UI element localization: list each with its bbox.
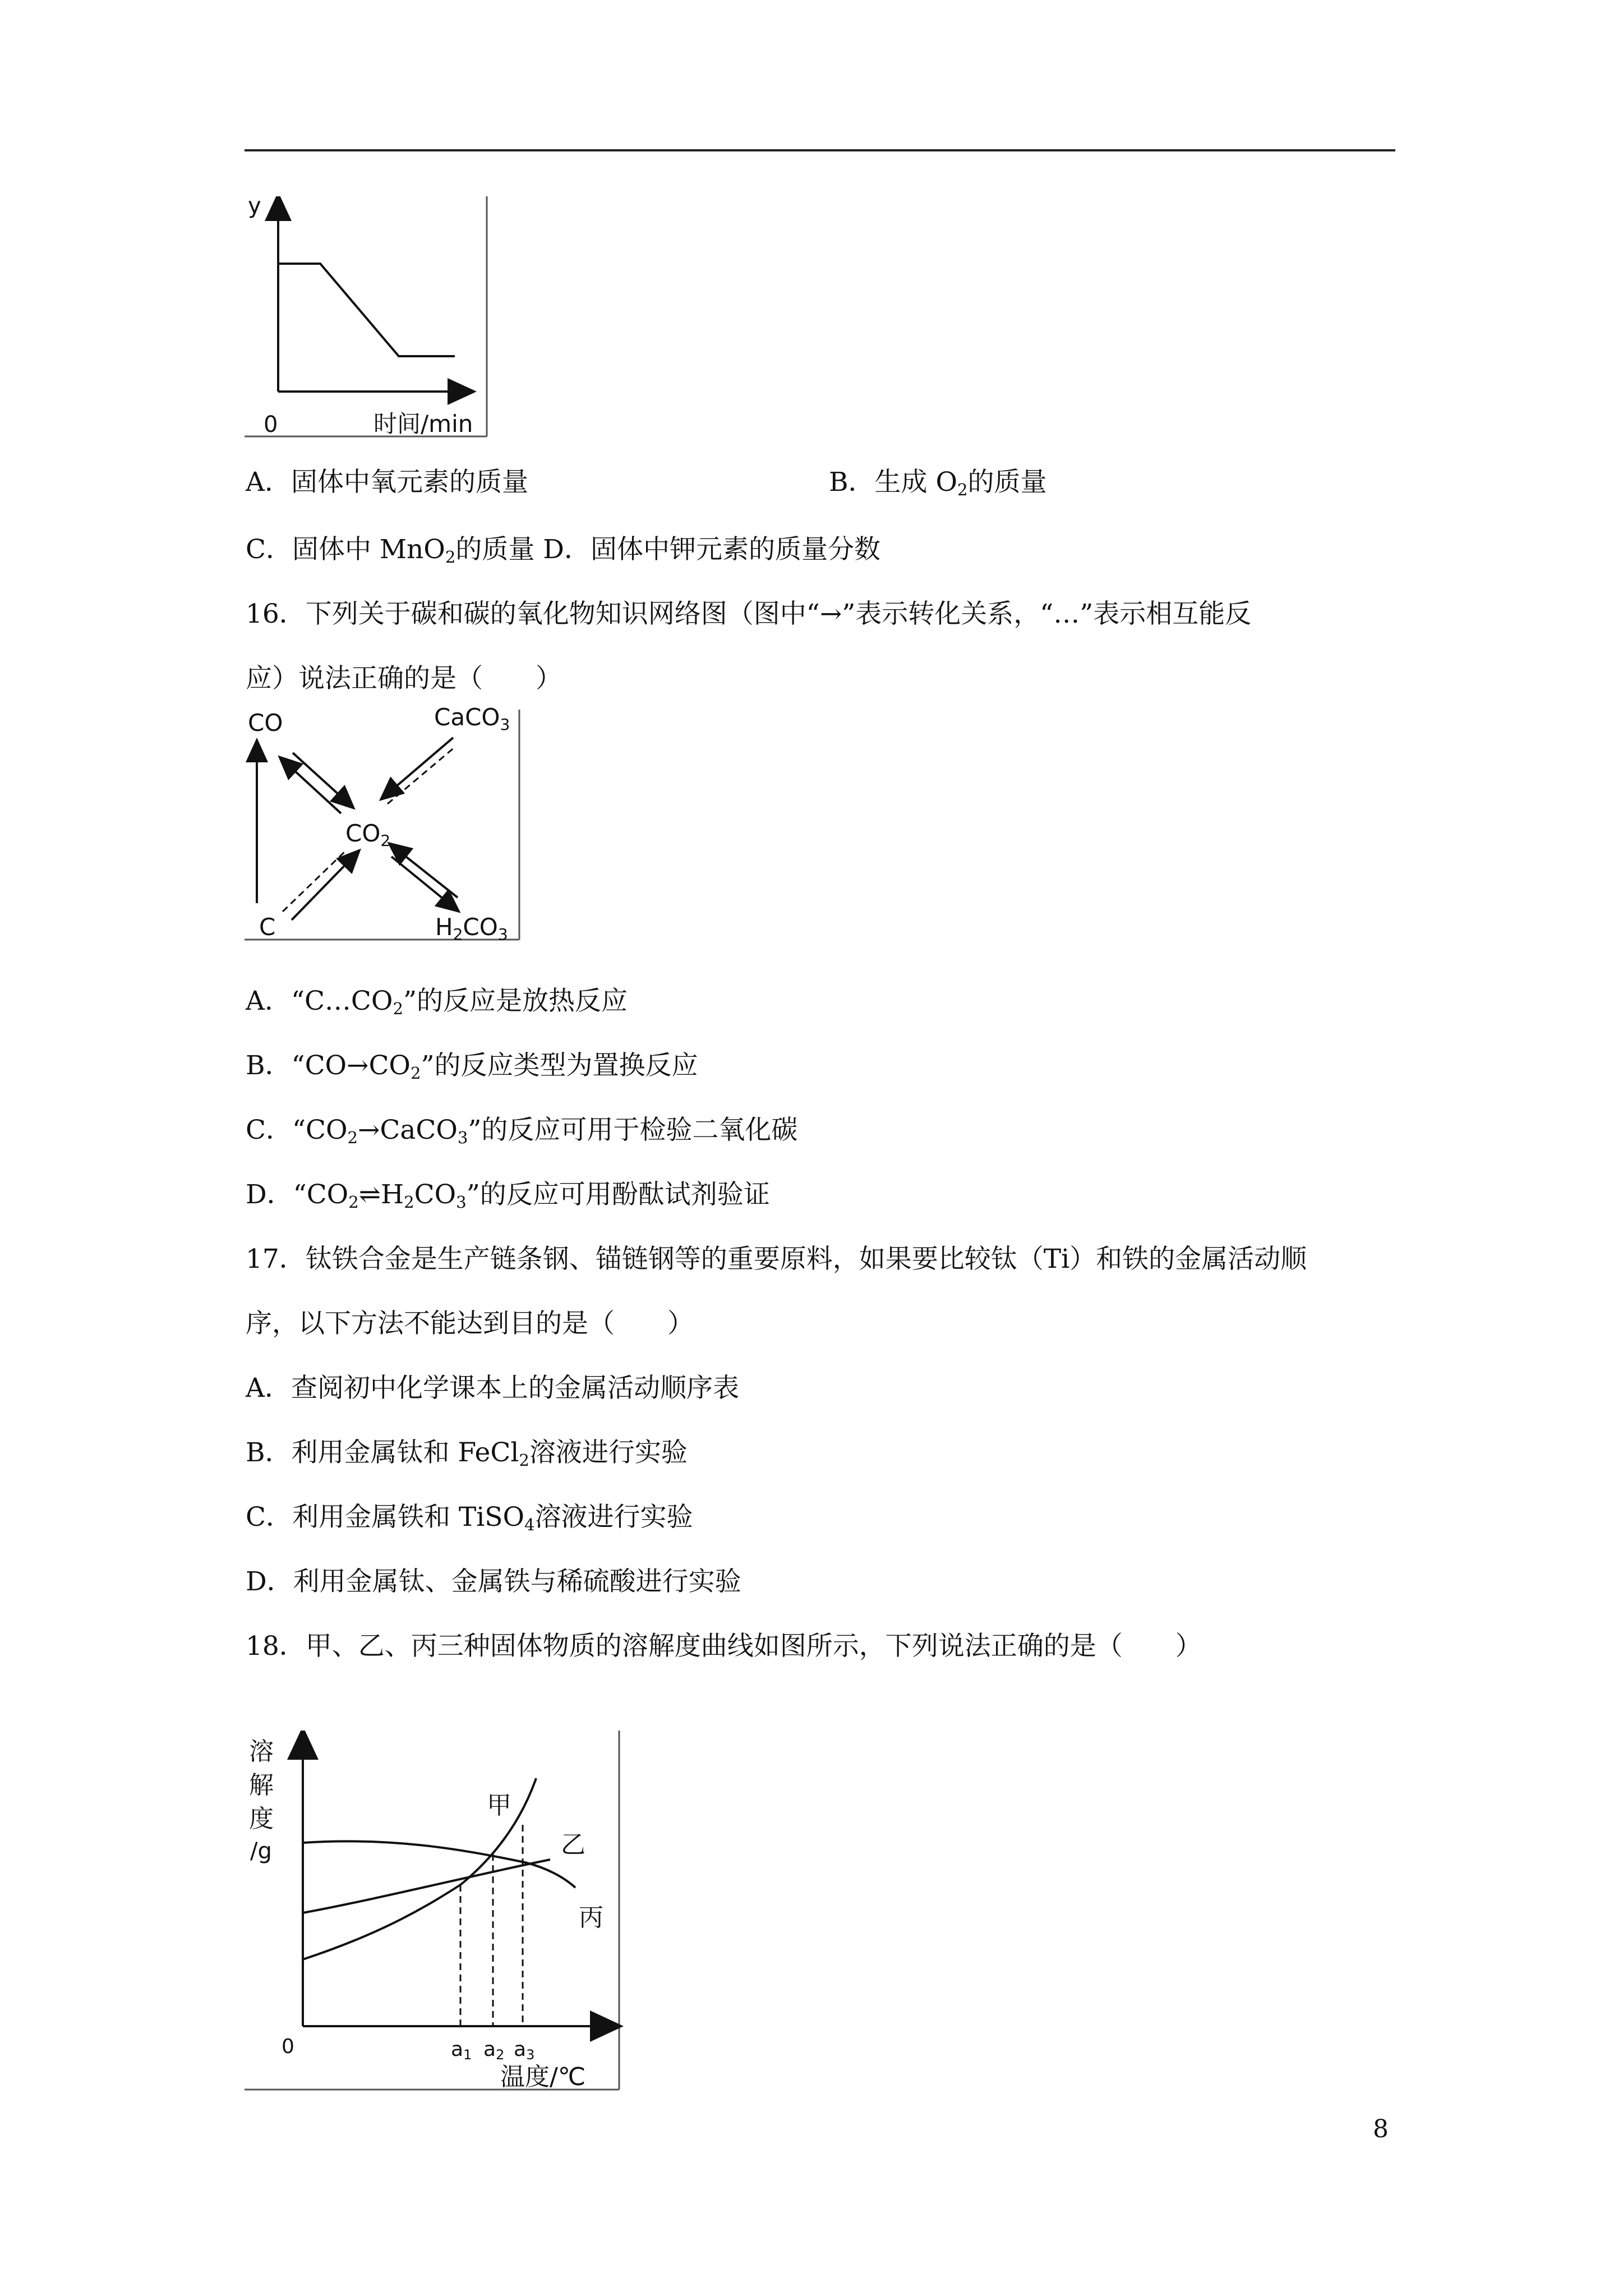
q16-option-a: A．“$C\dots CO_2$”的反应是放热反应 [246, 986, 628, 1019]
q17-option-b: B．利用金属钛和 FeCl$_2$溶液进行实验 [246, 1437, 688, 1470]
curve-bing-label: 丙 [579, 1903, 603, 1932]
q15-option-cd: C．固体中 MnO$_2$的质量 D．固体中钾元素的质量分数 [246, 534, 880, 567]
y-axis-label: y [248, 196, 261, 219]
curve-jia-label: 甲 [487, 1791, 511, 1820]
label-caco3: CaCO3 [434, 704, 510, 734]
label-co: CO [248, 709, 283, 737]
q17-stem-line1: 17．钛铁合金是生产链条钢、锚链钢等的重要原料，如果要比较钛（Ti）和铁的金属活动顺 [246, 1244, 1307, 1274]
q16-option-c: C．“$CO_2\to CaCO_3$”的反应可用于检验二氧化碳 [246, 1115, 798, 1148]
x-axis-label: 温度/℃ [500, 2063, 586, 2091]
q16-stem-line1: 16．下列关于碳和碳的氧化物知识网络图（图中“→”表示转化关系，“…”表示相互能反 [246, 599, 1252, 629]
figure-mass-vs-time [245, 196, 491, 445]
tick-a2: a2 [483, 2038, 505, 2063]
q15-option-b: B．生成 $O_2$的质量 [829, 467, 1047, 500]
figure-carbon-network [245, 704, 525, 953]
y-label-char4: /g [250, 1838, 272, 1864]
curve-yi-label: 乙 [561, 1830, 585, 1859]
y-label-char3: 度 [249, 1805, 274, 1833]
origin-label: 0 [282, 2035, 294, 2058]
q16-option-d: D．“$CO_2\rightleftharpoons H_2CO_3$”的反应可用酚酞试剂验证 [246, 1179, 770, 1212]
figure-solubility-curves [245, 1731, 626, 2097]
q17-option-d: D．利用金属钛、金属铁与稀硫酸进行实验 [246, 1566, 741, 1597]
origin-label: 0 [264, 412, 278, 438]
tick-a3: a3 [514, 2038, 535, 2063]
y-label-char2: 解 [249, 1771, 274, 1800]
q17-option-c: C．利用金属铁和 TiSO$_4$溶液进行实验 [246, 1502, 693, 1535]
q17-option-a: A．查阅初中化学课本上的金属活动顺序表 [246, 1373, 739, 1404]
label-co2: CO2 [345, 820, 391, 850]
label-c: C [259, 913, 276, 941]
page-number: 8 [1373, 2115, 1389, 2143]
q15-option-a: A．固体中氧元素的质量 [246, 467, 528, 498]
label-h2co3: H2CO3 [435, 913, 508, 944]
header-rule [245, 149, 1395, 151]
q16-stem-line2: 应）说法正确的是（ ） [246, 663, 562, 694]
tick-a1: a1 [451, 2038, 472, 2063]
y-label-char1: 溶 [249, 1737, 274, 1766]
q16-option-b: B．“$CO\to CO_2$”的反应类型为置换反应 [246, 1050, 698, 1083]
q18-stem: 18．甲、乙、丙三种固体物质的溶解度曲线如图所示，下列说法正确的是（ ） [246, 1631, 1202, 1662]
x-axis-label: 时间/min [374, 410, 473, 438]
q17-stem-line2: 序，以下方法不能达到目的是（ ） [246, 1308, 694, 1339]
